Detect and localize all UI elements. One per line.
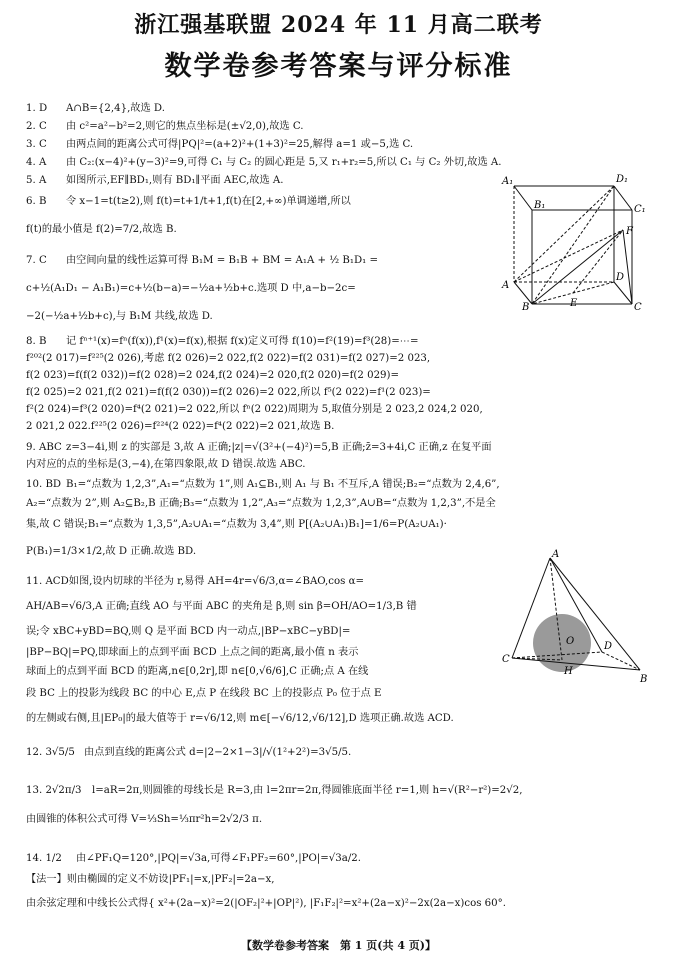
answer-5: [26, 173, 284, 188]
answer-num: 10. BD: [26, 479, 62, 490]
label-B1: B₁: [534, 200, 546, 211]
answer-line: |BP−BQ|=PQ,即球面上的点到平面 BCD 上点之间的距离,最小值 n 表示: [26, 647, 359, 658]
answer-line: 由∠PF₁Q=120°,|PQ|=√3a,可得∠F₁PF₂=60°,|PO|=√3a/2.: [76, 853, 361, 864]
answer-1: [26, 101, 165, 116]
label-E: E: [570, 298, 578, 309]
answer-6: [26, 194, 351, 209]
answer-line: 由圆锥的体积公式可得 V=⅓Sh=⅓πr²h=2√2/3 π.: [26, 814, 263, 825]
answer-9: [26, 440, 492, 455]
cube-figure: [498, 170, 648, 310]
page-title: 浙江强基联盟 2024 年 11 月高二联考: [134, 12, 543, 38]
answer-num: 4. A: [26, 157, 47, 168]
label-A1: A₁: [502, 176, 514, 187]
answer-11-line4: [26, 645, 358, 660]
answer-num: 7. C: [26, 255, 47, 266]
answer-11-line7: [26, 711, 454, 726]
answer-num: 2. C: [26, 121, 47, 132]
diagonal: [623, 230, 632, 304]
answer-14: [26, 851, 361, 866]
label-O: O: [566, 636, 575, 647]
answer-13: [26, 783, 523, 798]
diagonal: [514, 186, 614, 282]
answer-8-line4: [26, 385, 431, 400]
answer-11-line2: [26, 599, 417, 614]
answer-2: [26, 119, 304, 134]
label-A: A: [552, 549, 560, 560]
inscribed-sphere: [533, 614, 591, 672]
answer-11-line6: [26, 686, 382, 701]
answer-num: 6. B: [26, 196, 47, 207]
answer-line: A∩B={2,4},故选 D.: [66, 103, 165, 114]
answer-line: f(2 025)=2 021,f(2 021)=f(f(2 030))=f(2 026)=2 022,所以 f⁵(2 022)=f¹(2 023)=: [26, 387, 431, 398]
answer-line: 误;令 xBC+yBD=BQ,则 Q 是平面 BCD 内一动点,|BP−xBC−yBD|=: [26, 626, 351, 637]
answer-num: 1. D: [26, 103, 48, 114]
label-C1: C₁: [634, 204, 646, 215]
answer-line: A₂=“点数为 2”,则 A₂⊆B₂,B 正确;B₃=“点数为 1,2”,A₃=“点数为 1,2,3”,A∪B=“点数为 1,2,3”,不是全: [26, 498, 496, 509]
edge: [514, 186, 532, 210]
answer-8-line6: [26, 419, 334, 434]
answer-line: 【法一】则由椭圆的定义不妨设|PF₁|=x,|PF₂|=2a−x,: [26, 874, 275, 885]
answer-12: [26, 745, 351, 760]
answer-line: 集,故 C 错误;B₁=“点数为 1,3,5”,A₂∪A₁=“点数为 3,4”,则 P[(A₂∪A₁)B₁]=1/6=P(A₂∪A₁)·: [26, 519, 447, 530]
answer-7-cont: [26, 281, 356, 296]
answer-7-cont2: [26, 309, 213, 324]
answer-line: 球面上的点到平面 BCD 的距离,n∈[0,2r],即 n∈[0,√6/6],C 正确;点 A 在线: [26, 666, 369, 677]
answer-13-line2: [26, 812, 262, 827]
label-B: B: [640, 674, 648, 685]
answer-line: z=3−4i,则 z 的实部是 3,故 A 正确;|z|=√(3²+(−4)²)=5,B 正确;z̄=3+4i,C 正确,z 在复平面: [66, 442, 492, 453]
answer-10-line3: [26, 517, 447, 532]
answer-num: 5. A: [26, 175, 47, 186]
answer-4: [26, 155, 502, 170]
label-C: C: [502, 654, 510, 665]
answer-line: 令 x−1=t(t≥2),则 f(t)=t+1/t+1,f(t)在[2,+∞)单调递增,所以: [66, 196, 351, 207]
page-footer: 【数学卷参考答案 第 1 页(共 4 页)】: [240, 939, 437, 952]
answer-8-line3: [26, 368, 399, 383]
answer-11-line5: [26, 664, 368, 679]
answer-line: B₁=“点数为 1,2,3”,A₁=“点数为 1”,则 A₁⊆B₁,则 A₁ 与 B₁ 不互斥,A 错误;B₂=“点数为 2,4,6”,: [66, 479, 500, 490]
answer-line: 由两点间的距离公式可得|PQ|²=(a+2)²+(1+3)²=25,解得 a=1 或−5,选 C.: [66, 139, 414, 150]
answer-10: [26, 477, 500, 492]
answer-11: [26, 574, 364, 589]
tetrahedron-figure: [500, 548, 655, 686]
answer-line: l=aR=2π,则圆锥的母线长是 R=3,由 l=2πr=2π,得圆锥底面半径 r=1,则 h=√(R²−r²)=2√2,: [92, 785, 523, 796]
label-D: D: [604, 641, 613, 652]
answer-line: 由 C₂:(x−4)²+(y−3)²=9,可得 C₁ 与 C₂ 的圆心距是 5,又 r₁+r₂=5,所以 C₁ 与 C₂ 外切,故选 A.: [66, 157, 502, 168]
answer-line: −2(−½a+½b+c),与 B₁M 共线,故选 D.: [26, 311, 213, 322]
answer-line: P(B₁)=1/3×1/2,故 D 正确.故选 BD.: [26, 546, 197, 557]
answer-num: 8. B: [26, 336, 47, 347]
answer-3: [26, 137, 413, 152]
page-subtitle: 数学卷参考答案与评分标准: [164, 51, 513, 82]
answer-8: [26, 334, 419, 349]
answer-line: 2 021,2 022.f²²⁵(2 026)=f²²⁴(2 022)=f⁴(2 022)=2 021,故选 B.: [26, 421, 335, 432]
answer-line: 的左侧或右侧,且|EP₀|的最大值等于 r=√6/12,则 m∈[−√6/12,√6/12],D 选项正确.故选 ACD.: [26, 713, 454, 724]
label-C: C: [634, 302, 642, 310]
label-H: H: [564, 666, 573, 677]
answer-8-line5: [26, 402, 483, 417]
answer-line: 由空间向量的线性运算可得 B₁M = B₁B + BM = A₁A + ½ B₁D₁ =: [66, 255, 379, 266]
answer-num: 11. ACD: [26, 576, 69, 587]
answer-8-line2: [26, 351, 430, 366]
answer-10-line2: [26, 496, 496, 511]
answer-line: c+½(A₁D₁ − A₁B₁)=c+½(b−a)=−½a+½b+c.选项 D 中,a−b−2c=: [26, 283, 356, 294]
label-D: D: [616, 272, 625, 283]
answer-line: 段 BC 上的投影为线段 BC 的中心 E,点 P 在线段 BC 上的投影点 P₀ 位于点 E: [26, 688, 382, 699]
answer-7: [26, 253, 378, 268]
answer-6-cont: [26, 222, 177, 237]
answer-line: f²⁰²(2 017)=f²²⁵(2 026),考虑 f(2 026)=2 022,f(2 022)=f(2 031)=f(2 027)=2 023,: [26, 353, 431, 364]
label-D1: D₁: [616, 174, 629, 185]
answer-line: 内对应的点的坐标是(3,−4),在第四象限,故 D 错误.故选 ABC.: [26, 459, 306, 470]
answer-num: 14. 1/2: [26, 853, 62, 864]
answer-line: 如图,设内切球的半径为 r,易得 AH=4r=√6/3,α=∠BAO,cos α=: [68, 576, 365, 587]
answer-line: 由余弦定理和中线长公式得{ x²+(2a−x)²=2(|OF₂|²+|OP|²), |F₁F₂|²=x²+(2a−x)²−2x(2a−x)cos 60°.: [26, 898, 506, 909]
answer-num: 9. ABC: [26, 442, 62, 453]
answer-num: 3. C: [26, 139, 47, 150]
label-A: A: [502, 280, 510, 291]
answer-line: f(t)的最小值是 f(2)=7/2,故选 B.: [26, 224, 177, 235]
answer-num: 12. 3√5/5: [26, 747, 75, 758]
answer-line: 由点到直线的距离公式 d=|2−2×1−3|/√(1²+2²)=3√5/5.: [84, 747, 352, 758]
answer-line: 由 c²=a²−b²=2,则它的焦点坐标是(±√2,0),故选 C.: [66, 121, 304, 132]
edge: [614, 186, 632, 210]
answer-line: 记 fⁿ⁺¹(x)=fⁿ(f(x)),f¹(x)=f(x),根据 f(x)定义可得 f(10)=f²(19)=f³(28)=⋯=: [66, 336, 419, 347]
answer-11-line3: [26, 624, 350, 639]
label-B: B: [522, 302, 530, 310]
answer-line: f(2 023)=f(f(2 032))=f(2 028)=2 024,f(2 024)=2 020,f(2 020)=f(2 029)=: [26, 370, 400, 381]
answer-14-line3: [26, 896, 506, 911]
answer-line: 如图所示,EF∥BD₁,则有 BD₁∥平面 AEC,故选 A.: [66, 175, 284, 186]
answer-num: 13. 2√2π/3: [26, 785, 82, 796]
label-F: F: [626, 226, 633, 237]
edge: [514, 282, 532, 304]
answer-10-line4: [26, 544, 196, 559]
answer-line: AH/AB=√6/3,A 正确;直线 AO 与平面 ABC 的夹角是 β,则 sin β=OH/AO=1/3,B 错: [26, 601, 417, 612]
answer-9-line2: [26, 457, 306, 472]
answer-line: f²(2 024)=f³(2 020)=f⁴(2 021)=2 022,所以 fⁿ(2 022)周期为 5,取值分别是 2 023,2 024,2 020,: [26, 404, 483, 415]
answer-14-line2: [26, 872, 275, 887]
